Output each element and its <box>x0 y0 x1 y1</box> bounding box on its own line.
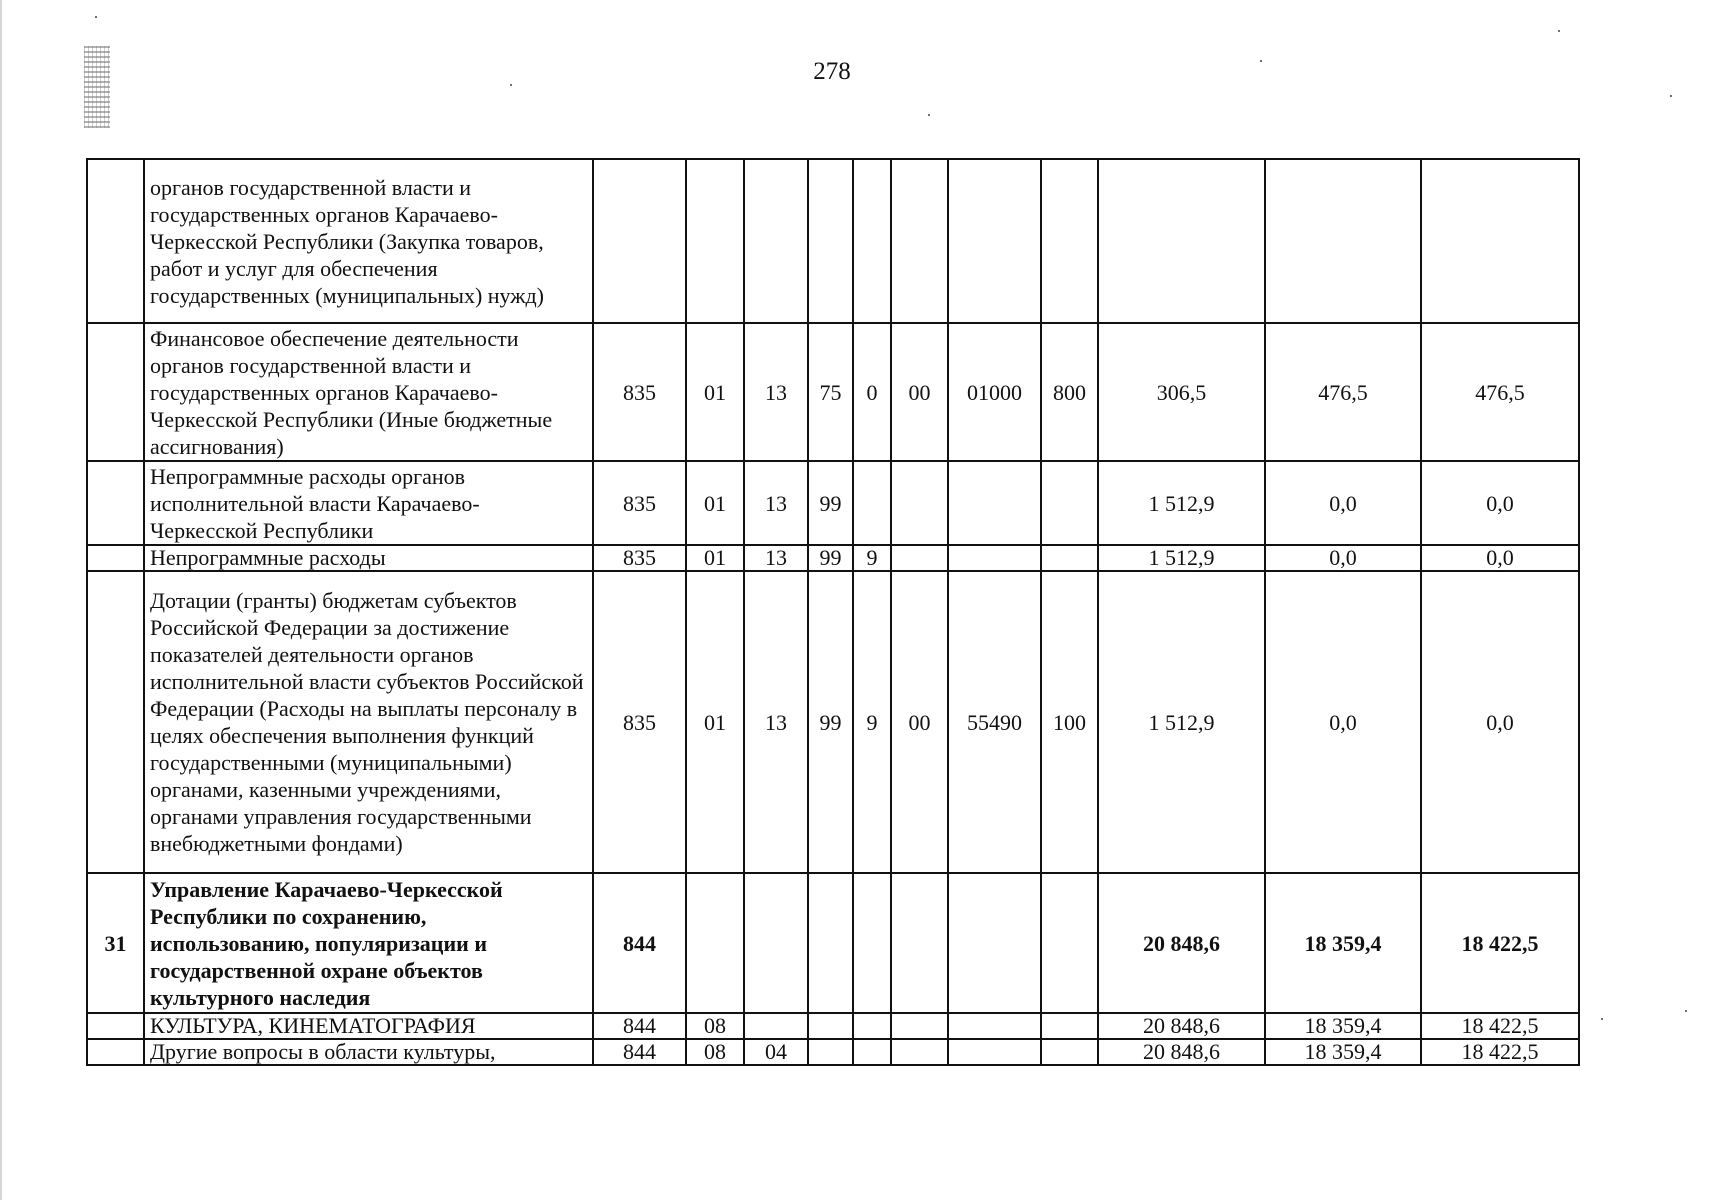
cell-c4: 01000 <box>948 323 1041 461</box>
cell-grbs <box>593 159 686 323</box>
table-row <box>87 323 1579 461</box>
cell-name: Управление Карачаево-Черкесской Республики по сохранению, использованию, популяризации и государственной охране объектов культурного наследия <box>144 873 593 1013</box>
cell-name: Непрограммные расходы <box>144 545 593 571</box>
cell-c1 <box>808 1013 853 1039</box>
cell-c3: 00 <box>891 571 948 873</box>
cell-idx <box>87 159 144 323</box>
cell-c1: 99 <box>808 461 853 545</box>
cell-rz: 01 <box>686 323 744 461</box>
cell-rz <box>686 159 744 323</box>
cell-grbs: 835 <box>593 571 686 873</box>
cell-name: Непрограммные расходы органов исполнительной власти Карачаево-Черкесской Республики <box>144 461 593 545</box>
cell-grbs: 835 <box>593 545 686 571</box>
budget-table <box>86 158 1580 1066</box>
cell-name: КУЛЬТУРА, КИНЕМАТОГРАФИЯ <box>144 1013 593 1039</box>
cell-c4 <box>948 1039 1041 1065</box>
cell-rz <box>686 873 744 1013</box>
cell-y1: 20 848,6 <box>1098 1013 1265 1039</box>
cell-c3 <box>891 873 948 1013</box>
cell-y2: 0,0 <box>1265 571 1421 873</box>
cell-grbs: 844 <box>593 1013 686 1039</box>
cell-c1: 99 <box>808 571 853 873</box>
cell-idx <box>87 461 144 545</box>
cell-y1: 1 512,9 <box>1098 571 1265 873</box>
cell-idx <box>87 1013 144 1039</box>
cell-y2 <box>1265 159 1421 323</box>
cell-vr: 800 <box>1041 323 1098 461</box>
table-row <box>87 461 1579 545</box>
cell-y3: 18 422,5 <box>1421 1039 1579 1065</box>
cell-grbs: 835 <box>593 323 686 461</box>
cell-y2: 0,0 <box>1265 545 1421 571</box>
cell-c2 <box>853 1039 891 1065</box>
cell-pr: 13 <box>744 571 808 873</box>
cell-y3: 18 422,5 <box>1421 873 1579 1013</box>
cell-c4: 55490 <box>948 571 1041 873</box>
table-row <box>87 571 1579 873</box>
cell-vr <box>1041 461 1098 545</box>
cell-y3 <box>1421 159 1579 323</box>
cell-vr <box>1041 1039 1098 1065</box>
cell-c4 <box>948 159 1041 323</box>
cell-c3 <box>891 159 948 323</box>
cell-idx: 31 <box>87 873 144 1013</box>
cell-name: Другие вопросы в области культуры, <box>144 1039 593 1065</box>
cell-c1 <box>808 159 853 323</box>
cell-pr <box>744 159 808 323</box>
cell-pr: 13 <box>744 545 808 571</box>
cell-c1: 75 <box>808 323 853 461</box>
cell-c3 <box>891 461 948 545</box>
table-row <box>87 1039 1579 1065</box>
cell-name: органов государственной власти и государственных органов Карачаево-Черкесской Республики (Закупка товаров, работ и услуг для обеспечения государственных (муниципальных) нужд) <box>144 159 593 323</box>
scan-speck <box>1670 95 1672 97</box>
cell-rz: 01 <box>686 461 744 545</box>
cell-c4 <box>948 461 1041 545</box>
table-row <box>87 873 1579 1013</box>
cell-y2: 18 359,4 <box>1265 873 1421 1013</box>
page-number: 278 <box>813 58 851 85</box>
scan-speck <box>1558 30 1560 32</box>
cell-idx <box>87 571 144 873</box>
cell-pr: 13 <box>744 461 808 545</box>
cell-c2 <box>853 461 891 545</box>
cell-y3: 0,0 <box>1421 461 1579 545</box>
cell-idx <box>87 545 144 571</box>
cell-c3 <box>891 1013 948 1039</box>
cell-c1 <box>808 873 853 1013</box>
page-edge-left <box>0 0 2 1200</box>
cell-rz: 08 <box>686 1013 744 1039</box>
cell-c1: 99 <box>808 545 853 571</box>
cell-vr <box>1041 873 1098 1013</box>
cell-name: Финансовое обеспечение деятельности органов государственной власти и государственных органов Карачаево-Черкесской Республики (Иные бюджетные ассигнования) <box>144 323 593 461</box>
cell-rz: 01 <box>686 545 744 571</box>
cell-pr: 13 <box>744 323 808 461</box>
cell-grbs: 835 <box>593 461 686 545</box>
cell-y1: 1 512,9 <box>1098 545 1265 571</box>
cell-vr <box>1041 545 1098 571</box>
table-row <box>87 159 1579 323</box>
cell-vr: 100 <box>1041 571 1098 873</box>
table-row <box>87 1013 1579 1039</box>
cell-y2: 0,0 <box>1265 461 1421 545</box>
cell-c2: 0 <box>853 323 891 461</box>
cell-vr <box>1041 1013 1098 1039</box>
cell-y3: 0,0 <box>1421 545 1579 571</box>
cell-name: Дотации (гранты) бюджетам субъектов Российской Федерации за достижение показателей деятельности органов исполнительной власти субъектов Российской Федерации (Расходы на выплаты персоналу в целях обеспечения выполнения функций государственными (муниципальными) органами, казенными учреждениями, органами управления государственными внебюджетными фондами) <box>144 571 593 873</box>
table-row <box>87 545 1579 571</box>
cell-idx <box>87 323 144 461</box>
scan-speck <box>1685 1010 1687 1012</box>
cell-y3: 0,0 <box>1421 571 1579 873</box>
cell-y3: 476,5 <box>1421 323 1579 461</box>
scan-speck <box>95 16 97 18</box>
cell-y2: 18 359,4 <box>1265 1039 1421 1065</box>
cell-c2 <box>853 873 891 1013</box>
scan-speck <box>1601 1018 1603 1020</box>
cell-y1: 20 848,6 <box>1098 873 1265 1013</box>
cell-y1: 1 512,9 <box>1098 461 1265 545</box>
cell-c3 <box>891 1039 948 1065</box>
cell-c4 <box>948 873 1041 1013</box>
scan-speck <box>928 114 930 116</box>
cell-y2: 476,5 <box>1265 323 1421 461</box>
cell-grbs: 844 <box>593 1039 686 1065</box>
cell-vr <box>1041 159 1098 323</box>
cell-c3: 00 <box>891 323 948 461</box>
cell-y1: 306,5 <box>1098 323 1265 461</box>
cell-c4 <box>948 545 1041 571</box>
cell-y2: 18 359,4 <box>1265 1013 1421 1039</box>
cell-c2 <box>853 1013 891 1039</box>
cell-y1 <box>1098 159 1265 323</box>
cell-pr <box>744 873 808 1013</box>
cell-pr: 04 <box>744 1039 808 1065</box>
cell-idx <box>87 1039 144 1065</box>
cell-rz: 01 <box>686 571 744 873</box>
cell-y1: 20 848,6 <box>1098 1039 1265 1065</box>
cell-c4 <box>948 1013 1041 1039</box>
cell-c2: 9 <box>853 571 891 873</box>
cell-grbs: 844 <box>593 873 686 1013</box>
cell-rz: 08 <box>686 1039 744 1065</box>
cell-y3: 18 422,5 <box>1421 1013 1579 1039</box>
cell-c2: 9 <box>853 545 891 571</box>
cell-pr <box>744 1013 808 1039</box>
cell-c2 <box>853 159 891 323</box>
cell-c1 <box>808 1039 853 1065</box>
cell-c3 <box>891 545 948 571</box>
